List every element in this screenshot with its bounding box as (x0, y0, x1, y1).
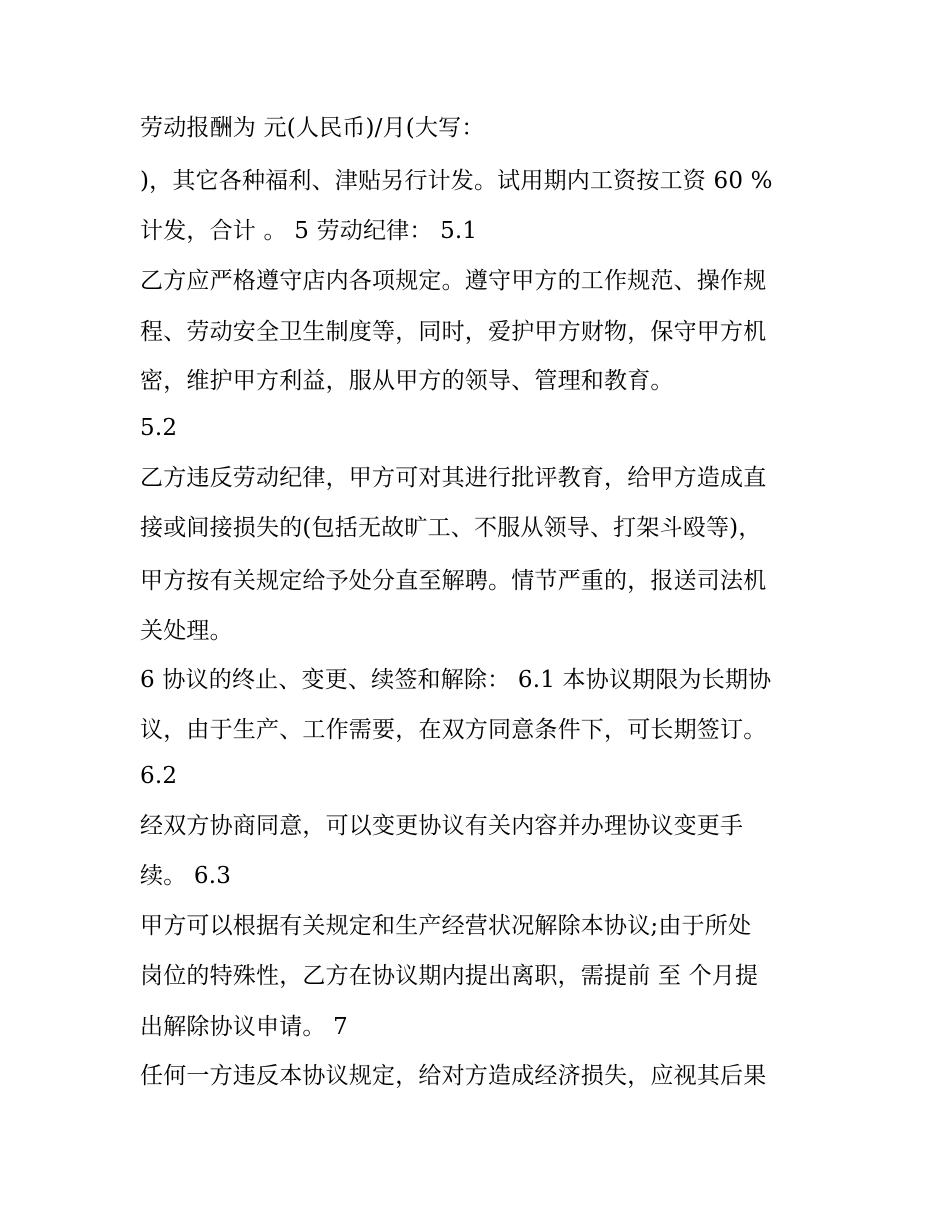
text-line: 出解除协议申请。 7 (140, 1014, 348, 1040)
text-line: 任何一方违反本协议规定，给对方造成经济损失，应视其后果 (140, 1063, 767, 1089)
text-line: )，其它各种福利、津贴另行计发。试用期内工资按工资 60 % (140, 168, 773, 194)
text-line: 关处理。 (140, 618, 233, 644)
text-line: 接或间接损失的(包括无故旷工、不服从领导、打架斗殴等)， (140, 515, 762, 541)
text-line: 经双方协商同意，可以变更协议有关内容并办理协议变更手 (140, 813, 744, 839)
text-line: 续。 6.3 (140, 863, 232, 889)
text-line: 程、劳动安全卫生制度等，同时，爱护甲方财物，保守甲方机 (140, 319, 767, 345)
text-line: 岗位的特殊性，乙方在协议期内提出离职，需提前 至 个月提 (140, 963, 759, 989)
text-line: 甲方按有关规定给予处分直至解聘。情节严重的，报送司法机 (140, 568, 767, 594)
text-line: 劳动报酬为 元(人民币)/月(大写： (140, 115, 485, 141)
text-line: 计发，合计 。 5 劳动纪律： 5.1 (140, 218, 478, 244)
text-line: 6 协议的终止、变更、续签和解除： 6.1 本协议期限为长期协 (140, 667, 772, 693)
text-line: 6.2 (140, 763, 178, 789)
text-line: 乙方应严格遵守店内各项规定。遵守甲方的工作规范、操作规 (140, 268, 767, 294)
text-line: 乙方违反劳动纪律，甲方可对其进行批评教育，给甲方造成直 (140, 465, 767, 491)
text-line: 密，维护甲方利益，服从甲方的领导、管理和教育。 (140, 368, 674, 394)
text-line: 5.2 (140, 415, 178, 441)
text-line: 议，由于生产、工作需要，在双方同意条件下，可长期签订。 (140, 717, 767, 743)
text-line: 甲方可以根据有关规定和生产经营状况解除本协议;由于所处 (140, 913, 752, 939)
